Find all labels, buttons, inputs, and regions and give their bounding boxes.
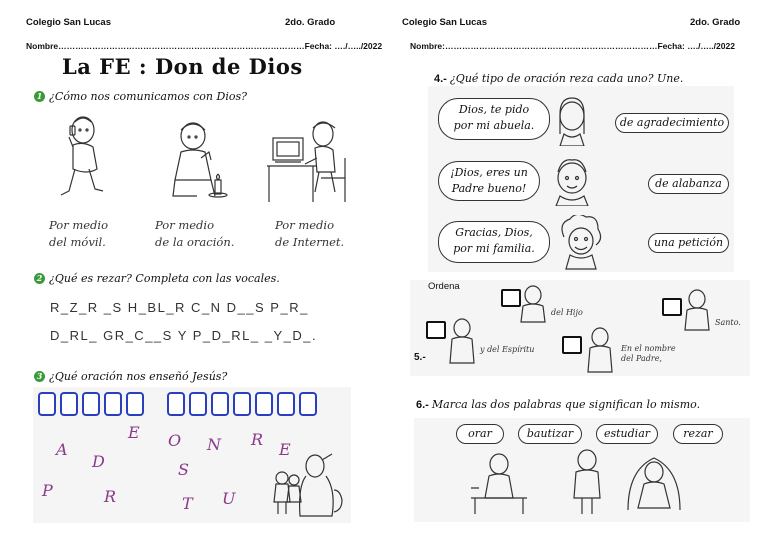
puzzle-letter: E bbox=[128, 423, 140, 442]
vowel-row-2: D_RL_ GR_C__S Y P_D_RL_ _Y_D_. bbox=[50, 328, 318, 343]
caption-phone: Por medio del móvil. bbox=[49, 218, 109, 249]
answer-box[interactable] bbox=[211, 392, 229, 416]
grade-label: 2do. Grado bbox=[285, 17, 336, 28]
caption-prayer: Por medio de la oración. bbox=[155, 218, 235, 249]
word-pill-estudiar[interactable]: estudiar bbox=[596, 424, 658, 444]
vowel-row-1: R_Z_R _S H_BL_R C_N D__S P_R_ bbox=[50, 300, 309, 315]
puzzle-letter: P bbox=[42, 481, 53, 500]
word-pill-rezar[interactable]: rezar bbox=[673, 424, 723, 444]
question-4 bbox=[434, 72, 683, 85]
child-standing-illustration bbox=[570, 448, 604, 518]
girl-face-illustration bbox=[552, 96, 592, 146]
puzzle-letter: D bbox=[92, 452, 105, 471]
part-espiritu: y del Espíritu bbox=[480, 345, 535, 354]
question-text: ¿Qué es rezar? Completa con las vocales. bbox=[49, 272, 280, 285]
speech-bubble-2: ¡Dios, eres un Padre bueno! bbox=[438, 161, 540, 201]
name-date-line: Nombre:…………………………………………………………………Fecha: …./…../2022 bbox=[410, 41, 735, 51]
child-cross-sign-small bbox=[584, 326, 616, 374]
child-praying-small bbox=[518, 284, 548, 324]
question-text: ¿Qué tipo de oración reza cada uno? Une. bbox=[449, 72, 684, 85]
boy-face-illustration bbox=[550, 156, 594, 206]
question-number: 3 bbox=[34, 371, 45, 382]
question-number: 1 bbox=[34, 91, 45, 102]
curly-girl-face-illustration bbox=[556, 215, 606, 270]
speech-bubble-3: Gracias, Dios, por mi familia. bbox=[438, 221, 550, 263]
word-pill-bautizar[interactable]: bautizar bbox=[518, 424, 582, 444]
question-text: ¿Qué oración nos enseñó Jesús? bbox=[49, 370, 228, 383]
answer-box[interactable] bbox=[189, 392, 207, 416]
order-box-espiritu[interactable] bbox=[426, 321, 446, 339]
grade-label: 2do. Grado bbox=[690, 17, 741, 28]
puzzle-letter: S bbox=[178, 460, 189, 479]
puzzle-letter: R bbox=[251, 430, 264, 449]
puzzle-letter: R bbox=[104, 487, 117, 506]
answer-box[interactable] bbox=[277, 392, 295, 416]
answer-box[interactable] bbox=[38, 392, 56, 416]
order-box-padre[interactable] bbox=[562, 336, 582, 354]
question-number: 2 bbox=[34, 273, 45, 284]
child-phone-illustration bbox=[55, 112, 115, 207]
child-kneeling-illustration bbox=[624, 452, 684, 517]
question-text: Marca las dos palabras que significan lo mismo. bbox=[431, 398, 701, 411]
child-standing-small bbox=[682, 288, 712, 333]
question-1 bbox=[34, 90, 247, 103]
child-praying-illustration bbox=[165, 118, 235, 208]
part-hijo: del Hijo bbox=[551, 308, 583, 317]
question-number: 4.- bbox=[434, 73, 447, 85]
name-date-line: Nombre……………………………………………………………………………Fecha: …./…../2022 bbox=[26, 41, 383, 51]
type-pill-gratitude[interactable]: de agradecimiento bbox=[615, 113, 729, 133]
answer-box[interactable] bbox=[60, 392, 78, 416]
part-padre: En el nombre del Padre, bbox=[621, 344, 676, 363]
puzzle-letter: O bbox=[168, 431, 182, 450]
part-santo: Santo. bbox=[715, 318, 741, 327]
puzzle-letter: E bbox=[279, 440, 291, 459]
right-worksheet bbox=[384, 0, 768, 543]
question-2 bbox=[34, 272, 280, 285]
question-number: 5.- bbox=[414, 352, 426, 363]
answer-box[interactable] bbox=[126, 392, 144, 416]
order-box-santo[interactable] bbox=[662, 298, 682, 316]
question-3 bbox=[34, 370, 227, 383]
word-pill-orar[interactable]: orar bbox=[456, 424, 504, 444]
child-hands-folded-small bbox=[446, 317, 478, 365]
question-text: ¿Cómo nos comunicamos con Dios? bbox=[49, 90, 248, 103]
jesus-children-illustration bbox=[270, 450, 345, 520]
question-number: 6.- bbox=[416, 399, 429, 411]
answer-box[interactable] bbox=[104, 392, 122, 416]
caption-internet: Por medio de Internet. bbox=[275, 218, 345, 249]
school-name: Colegio San Lucas bbox=[26, 17, 111, 28]
answer-box[interactable] bbox=[233, 392, 251, 416]
ordena-label: Ordena bbox=[428, 281, 460, 292]
answer-box[interactable] bbox=[82, 392, 100, 416]
page-title: La FE : Don de Dios bbox=[62, 54, 303, 79]
puzzle-letter: U bbox=[222, 489, 236, 508]
question-6 bbox=[416, 398, 700, 411]
answer-box[interactable] bbox=[255, 392, 273, 416]
type-pill-petition[interactable]: una petición bbox=[648, 233, 729, 253]
speech-bubble-1: Dios, te pido por mi abuela. bbox=[438, 98, 550, 140]
child-computer-illustration bbox=[265, 118, 350, 208]
answer-box[interactable] bbox=[167, 392, 185, 416]
puzzle-letter: T bbox=[182, 494, 193, 513]
type-pill-praise[interactable]: de alabanza bbox=[648, 174, 729, 194]
puzzle-letter: A bbox=[56, 440, 68, 459]
school-name: Colegio San Lucas bbox=[402, 17, 487, 28]
child-bench-illustration bbox=[469, 452, 529, 517]
puzzle-letter: N bbox=[207, 435, 221, 454]
answer-box[interactable] bbox=[299, 392, 317, 416]
